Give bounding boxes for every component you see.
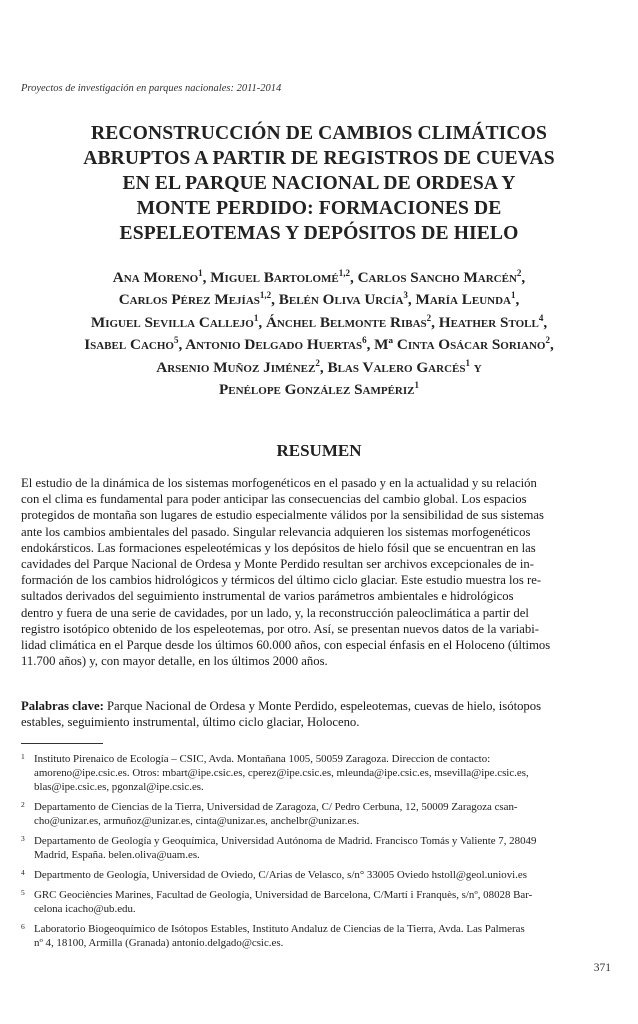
footnotes (21, 752, 621, 956)
footnote-number: 6 (21, 922, 25, 931)
abstract-line: dentro y fuera de una serie de cavidades, por un lado, y, la reconstrucción paleoclimática a partir del (21, 605, 529, 620)
author-line: Isabel Cacho$^5$, Antonio Delgado Huertas$^6$, Mª Cinta Osácar Soriano$^2$, (84, 335, 554, 354)
keywords (21, 698, 621, 730)
abstract-line: endokársticos. Las formaciones espeleotémicas y los depósitos de hielo fósil que se encuentran en las (21, 540, 536, 555)
abstract-line: sultados derivados del seguimiento instrumental de varios parámetros ambientales e hidrológicos (21, 589, 514, 604)
abstract-line: El estudio de la dinámica de los sistemas morfogenéticos en el pasado y en la actualidad y su relación (21, 476, 537, 490)
affiliation-mark: 2 (315, 357, 320, 368)
abstract-body (21, 475, 621, 669)
abstract-line: con el clima es fundamental para poder anticipar las consecuencias del cambio global. Los espacios (21, 492, 527, 507)
author-name: Belén Oliva Urcía (278, 291, 404, 309)
footnote-number: 3 (21, 834, 25, 843)
footnote-divider (21, 743, 103, 744)
footnote-line: nº 4, 18100, Armilla (Granada) antonio.delgado@csic.es. (34, 937, 284, 949)
footnote (21, 800, 621, 828)
author-name: Penélope González Sampériz (219, 381, 415, 399)
author-line: Carlos Pérez Mejías$^{1,2}$, Belén Oliva Urcía$^3$, María Leunda$^1$, (118, 290, 520, 309)
title-line: MONTE PERDIDO: FORMACIONES DE (136, 198, 502, 219)
author-name: Arsenio Muñoz Jiménez (156, 358, 316, 376)
abstract-line: registro isotópico obtenido de los espeleotemas, por otro. Así, se presentan nuevos datos de la variabi- (21, 621, 539, 636)
footnote-line: Departamento de Ciencias de la Tierra, Universidad de Zaragoza, C/ Pedro Cerbuna, 12, 50009 Zaragoza csan- (34, 801, 518, 813)
author-line (10, 379, 628, 401)
author-line: Miguel Sevilla Callejo$^1$, Ánchel Belmonte Ribas$^2$, Heather Stoll$^4$, (90, 312, 548, 331)
author-list (10, 267, 628, 401)
abstract-line: 11.700 años) y, con mayor detalle, en los últimos 2000 años. (21, 654, 328, 669)
footnote (21, 834, 621, 862)
footnote (21, 752, 621, 794)
author-name: Carlos Pérez Mejías (118, 291, 260, 309)
author-name: Heather Stoll (438, 313, 539, 331)
keywords-text: Parque Nacional de Ordesa y Monte Perdido, espeleotemas, cuevas de hielo, isótopos (106, 699, 542, 713)
affiliation-mark: 1,2 (259, 290, 272, 301)
footnote-line: cho@unizar.es, armuñoz@unizar.es, cinta@unizar.es, anchelbr@unizar.es. (34, 815, 360, 827)
page-number: 371 (593, 962, 611, 974)
footnote-number: 4 (21, 868, 25, 877)
footnote-number: 5 (21, 888, 25, 897)
footnote (21, 868, 621, 882)
author-name: Ana Moreno (112, 269, 199, 286)
footnote-line: Departamento de Geología y Geoquímica, Universidad Autónoma de Madrid. Francisco Tomás y Valiente 7, 28049 (34, 835, 537, 847)
title-line: ESPELEOTEMAS Y DEPÓSITOS DE HIELO (119, 223, 519, 244)
abstract-line: protegidos de montaña son lugares de estudio especialmente válidos por la sensibilidad de sus sistemas (21, 508, 544, 523)
author-name: Ánchel Belmonte Ribas (265, 313, 427, 331)
paper-title (40, 121, 598, 246)
abstract-line: cavidades del Parque Nacional de Ordesa y Monte Perdido resultan ser archivos excepcionales de in- (21, 557, 534, 572)
author-name: Blas Valero Garcés (327, 358, 466, 376)
author-name: Antonio Delgado Huertas (185, 336, 363, 354)
affiliation-mark: 4 (538, 312, 544, 323)
author-name: Mª Cinta Osácar Soriano (374, 336, 546, 354)
author-name: Miguel Sevilla Callejo (90, 313, 254, 331)
abstract-line: lidad climática en el Parque desde los últimos 60.000 años, con especial énfasis en el Holoceno (últimos (21, 638, 551, 653)
affiliation-mark: 2 (545, 335, 550, 346)
footnote (21, 922, 621, 950)
author-conjunction: y (473, 358, 482, 376)
title-line: RECONSTRUCCIÓN DE CAMBIOS CLIMÁTICOS (91, 123, 547, 144)
title-line: EN EL PARQUE NACIONAL DE ORDESA Y (122, 173, 516, 194)
footnote-line: blas@ipe.csic.es, pgonzal@ipe.csic.es. (34, 781, 204, 793)
author-line: Ana Moreno$^1$, Miguel Bartolomé$^{1,2}$, Carlos Sancho Marcén$^2$, (112, 268, 526, 286)
footnote-line: amoreno@ipe.csic.es. Otros: mbart@ipe.csic.es, cperez@ipe.csic.es, mleunda@ipe.csic.es, msevilla@ipe.csic.es, (34, 767, 529, 779)
author-name: Carlos Sancho Marcén (357, 269, 517, 286)
footnote-line: Departmento de Geología, Universidad de Oviedo, C/Arias de Velasco, s/n° 33005 Oviedo hstoll@geol.uniovi.es (34, 869, 527, 881)
affiliation-mark: 1 (511, 290, 516, 301)
footnote-line: GRC Geociències Marines, Facultad de Geología, Universidad de Barcelona, C/Martí i Franquès, s/nº, 08028 Bar- (34, 889, 533, 901)
affiliation-mark: 1 (253, 312, 259, 323)
footnote (21, 888, 621, 916)
keywords-label: Palabras clave: (21, 699, 104, 713)
affiliation-mark: 1,2 (338, 268, 350, 278)
footnote-line: Madrid, España. belen.oliva@uam.es. (34, 849, 200, 861)
author-name: Miguel Bartolomé (210, 269, 339, 286)
affiliation-mark: 1 (198, 268, 203, 278)
affiliation-mark: 5 (173, 335, 179, 346)
running-head: Proyectos de investigación en parques nacionales: 2011-2014 (21, 83, 282, 94)
author-name: Isabel Cacho (84, 336, 174, 354)
affiliation-mark: 1 (465, 357, 470, 368)
author-name: María Leunda (415, 291, 512, 309)
affiliation-mark: 6 (362, 335, 367, 346)
footnote-line: Instituto Pirenaico de Ecología – CSIC, Avda. Montañana 1005, 50059 Zaragoza. Direccion de contacto: (34, 753, 491, 765)
title-line: ABRUPTOS A PARTIR DE REGISTROS DE CUEVAS (83, 148, 555, 169)
affiliation-mark: 1 (414, 380, 419, 391)
footnote-number: 2 (21, 800, 25, 809)
abstract-heading: RESUMEN (276, 441, 362, 460)
abstract-line: ante los cambios ambientales del pasado. Singular relevancia adquieren los sistemas morfogenéticos (21, 524, 531, 539)
affiliation-mark: 3 (403, 290, 408, 301)
footnote-number: 1 (21, 752, 25, 761)
keywords-text: estables, seguimiento instrumental, último ciclo glaciar, Holoceno. (21, 715, 360, 730)
footnote-line: Laboratorio Biogeoquímico de Isótopos Estables, Instituto Andaluz de Ciencias de la Tierra, Avda. Las Palmeras (34, 923, 525, 935)
affiliation-mark: 2 (426, 312, 432, 323)
author-line: Arsenio Muñoz Jiménez$^2$, Blas Valero Garcés$^1$ y (156, 357, 482, 376)
footnote-line: celona icacho@ub.edu. (34, 903, 136, 915)
abstract-line: formación de los cambios hidrológicos y térmicos del último ciclo glaciar. Este estudio muestra los re- (21, 573, 542, 588)
affiliation-mark: 2 (516, 268, 522, 278)
